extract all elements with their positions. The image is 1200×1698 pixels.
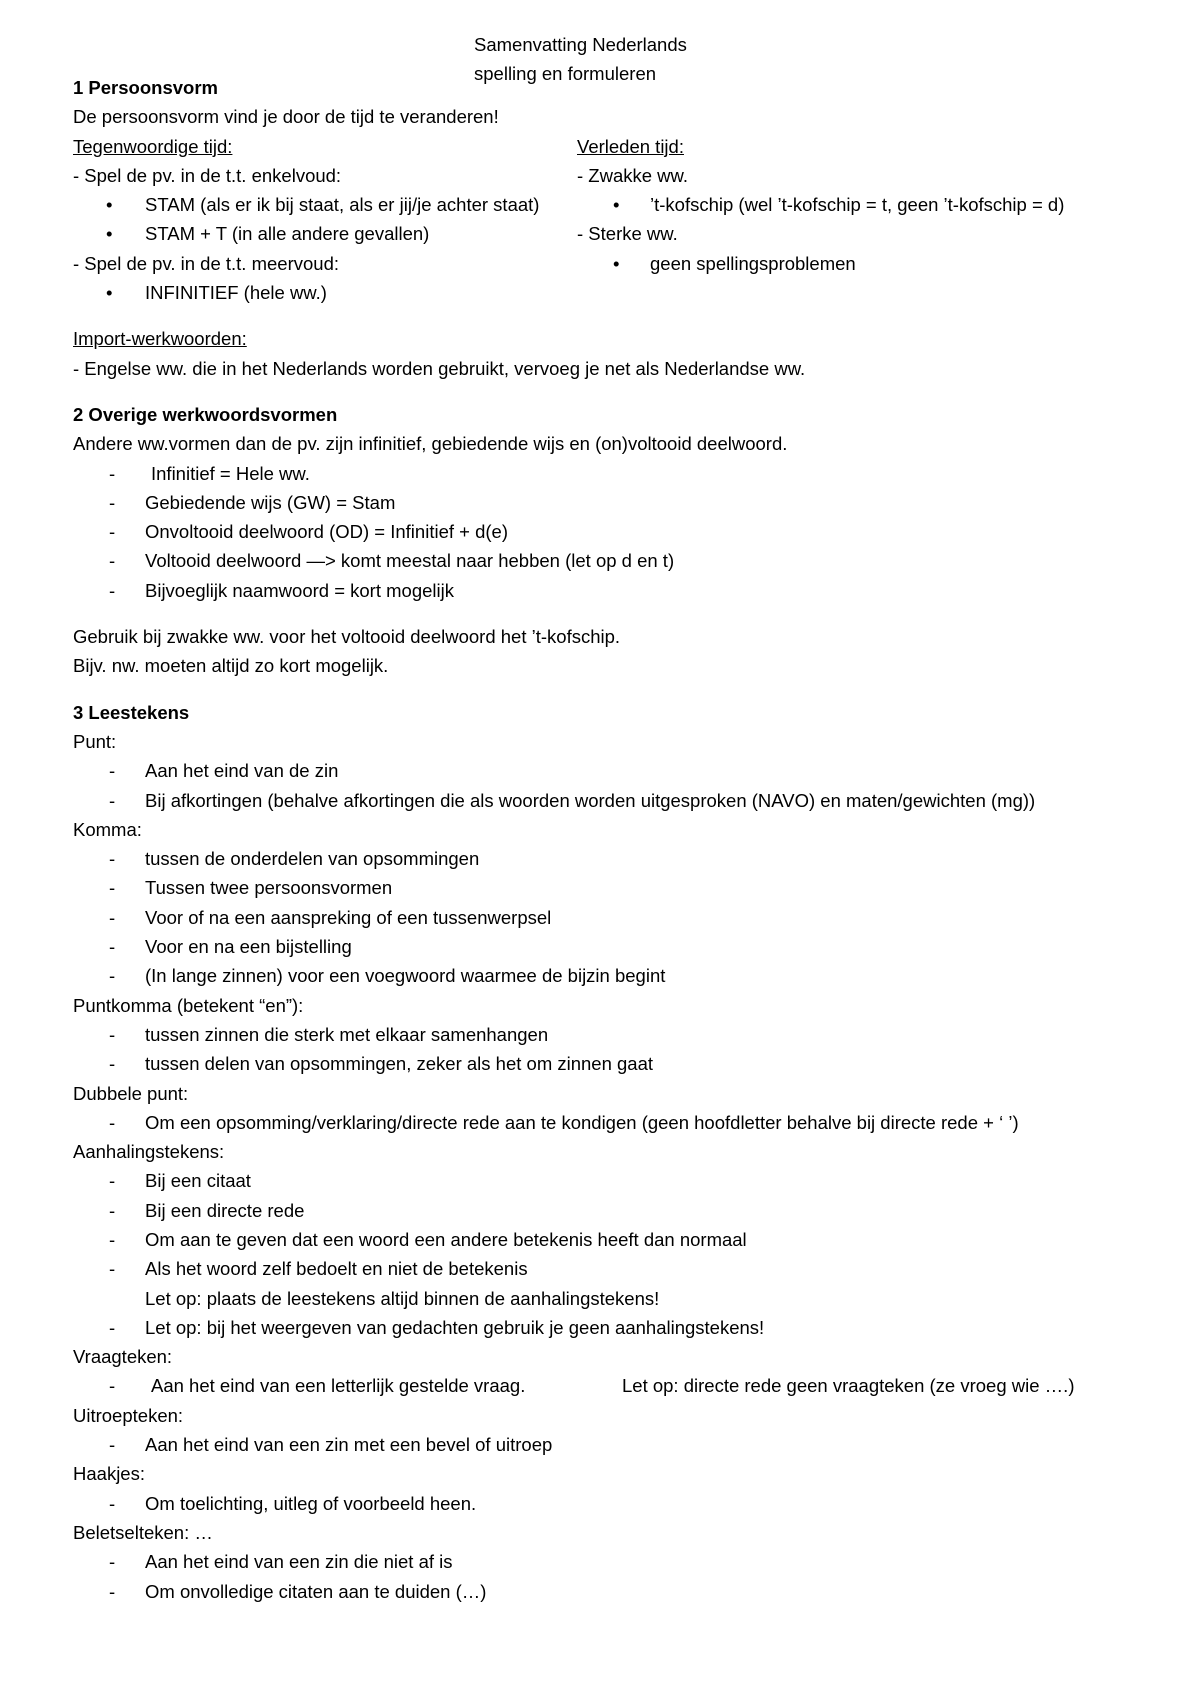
- list-item-text: Aan het eind van de zin: [145, 760, 339, 782]
- list-item: [73, 1489, 1173, 1518]
- list-item: [73, 1196, 1173, 1225]
- dash-marker: -: [109, 848, 116, 870]
- s2-note-2: Bijv. nw. moeten altijd zo kort mogelijk.: [73, 655, 389, 677]
- dubbele-punt-label: Dubbele punt:: [73, 1082, 189, 1104]
- dash-marker: -: [109, 1551, 116, 1573]
- dash-marker: -: [109, 1434, 116, 1456]
- dash-marker: -: [109, 1492, 116, 1514]
- aanhalingstekens-label: Aanhalingstekens:: [73, 1141, 225, 1163]
- dash-marker: -: [109, 760, 116, 782]
- vraagteken-label: Vraagteken:: [73, 1346, 173, 1368]
- puntkomma-label: Puntkomma (betekent “en”):: [73, 994, 304, 1016]
- s1-row-5: [73, 278, 1173, 307]
- list-item-text: Om onvolledige citaten aan te duiden (…): [145, 1580, 487, 1602]
- dash-marker: -: [109, 936, 116, 958]
- dash-marker: -: [109, 965, 116, 987]
- list-item: [73, 844, 1173, 873]
- punt-label: Punt:: [73, 730, 117, 752]
- list-item: [73, 459, 1173, 488]
- list-item-text: tussen delen van opsommingen, zeker als het om zinnen gaat: [145, 1053, 654, 1075]
- past-tense-heading: Verleden tijd:: [577, 135, 684, 157]
- dash-marker: -: [109, 1023, 116, 1045]
- list-item-text: Infinitief = Hele ww.: [151, 462, 310, 484]
- dash-marker: -: [109, 1199, 116, 1221]
- dash-marker: -: [109, 491, 116, 513]
- list-item: [73, 517, 1173, 546]
- section-3-heading: 3 Leestekens: [73, 701, 190, 723]
- list-item: [73, 1577, 1173, 1606]
- s2-note-1: Gebruik bij zwakke ww. voor het voltooid deelwoord het ’t-kofschip.: [73, 626, 621, 648]
- list-item-text: Let op: bij het weergeven van gedachten gebruik je geen aanhalingstekens!: [145, 1316, 765, 1338]
- present-tense-heading: Tegenwoordige tijd:: [73, 135, 233, 157]
- list-item-text: tussen de onderdelen van opsommingen: [145, 848, 480, 870]
- present-bullet-2: STAM + T (in alle andere gevallen): [145, 223, 430, 245]
- list-item-text: Aan het eind van een zin met een bevel of uitroep: [145, 1434, 553, 1456]
- list-item: [73, 932, 1173, 961]
- past-rule-1: - Zwakke ww.: [577, 164, 689, 186]
- dash-marker: -: [109, 789, 116, 811]
- past-bullet-1: ’t-kofschip (wel ’t-kofschip = t, geen ’t-kofschip = d): [650, 194, 1065, 216]
- s1-row-heads: [73, 132, 1173, 161]
- list-item-text: Aan het eind van een letterlijk gestelde vraag.: [151, 1375, 526, 1397]
- section-1-heading: 1 Persoonsvorm: [73, 77, 218, 98]
- list-item: [73, 786, 1173, 815]
- bullet-icon: •: [106, 194, 113, 216]
- s1-row-1: [73, 161, 1173, 190]
- present-rule-1: - Spel de pv. in de t.t. enkelvoud:: [73, 164, 342, 186]
- present-rule-2: - Spel de pv. in de t.t. meervoud:: [73, 252, 339, 274]
- list-item-text: Bijvoeglijk naamwoord = kort mogelijk: [145, 579, 454, 601]
- dash-marker: -: [109, 1228, 116, 1250]
- list-item: [73, 488, 1173, 517]
- list-item-text: Bij afkortingen (behalve afkortingen die als woorden worden uitgesproken (NAVO) en maten/gewichten (mg)): [145, 789, 1036, 811]
- list-item-text: Voor en na een bijstelling: [145, 936, 352, 958]
- list-item-text: Bij een directe rede: [145, 1199, 305, 1221]
- s1-intro: De persoonsvorm vind je door de tijd te veranderen!: [73, 106, 499, 128]
- komma-label: Komma:: [73, 818, 142, 840]
- list-item-text: Let op: plaats de leestekens altijd binnen de aanhalingstekens!: [145, 1287, 660, 1309]
- list-item-text: tussen zinnen die sterk met elkaar samenhangen: [145, 1023, 549, 1045]
- title-line-1: Samenvatting Nederlands: [474, 34, 687, 55]
- s1-row-3: [73, 219, 1173, 248]
- section-2-heading: 2 Overige werkwoordsvormen: [73, 403, 338, 425]
- title-line-2: spelling en formuleren: [474, 63, 657, 84]
- list-item-text: Om aan te geven dat een woord een andere betekenis heeft dan normaal: [145, 1228, 747, 1250]
- dash-marker: -: [109, 1111, 116, 1133]
- list-item: [73, 1254, 1173, 1283]
- list-item-text: Om een opsomming/verklaring/directe rede aan te kondigen (geen hoofdletter behalve bij directe rede + ‘ ’): [145, 1111, 1019, 1133]
- list-item: [73, 903, 1173, 932]
- dash-marker: -: [109, 1258, 116, 1280]
- present-bullet-3: INFINITIEF (hele ww.): [145, 282, 327, 304]
- list-item-continuation: [73, 1284, 1173, 1313]
- list-item-text: Gebiedende wijs (GW) = Stam: [145, 491, 396, 513]
- list-item-text: Voor of na een aanspreking of een tussenwerpsel: [145, 906, 552, 928]
- dash-marker: -: [109, 906, 116, 928]
- s1-row-4: [73, 249, 1173, 278]
- bullet-icon: •: [106, 282, 113, 304]
- dash-marker: -: [109, 1580, 116, 1602]
- list-item: [73, 1108, 1173, 1137]
- document-body: [73, 73, 1173, 1606]
- list-item-text: (In lange zinnen) voor een voegwoord waarmee de bijzin begint: [145, 965, 666, 987]
- uitroepteken-label: Uitroepteken:: [73, 1404, 184, 1426]
- list-item: [73, 1371, 1173, 1400]
- import-heading: Import-werkwoorden:: [73, 328, 247, 350]
- list-item-note: Let op: directe rede geen vraagteken (ze vroeg wie ….): [622, 1375, 1075, 1397]
- list-item: [73, 546, 1173, 575]
- list-item-text: Bij een citaat: [145, 1170, 251, 1192]
- dash-marker: -: [109, 1170, 116, 1192]
- list-item: [73, 1225, 1173, 1254]
- dash-marker: -: [109, 462, 116, 484]
- list-item: [73, 1020, 1173, 1049]
- dash-marker: -: [109, 1053, 116, 1075]
- list-item: [73, 576, 1173, 605]
- list-item-text: Onvoltooid deelwoord (OD) = Infinitief + d(e): [145, 521, 508, 543]
- dash-marker: -: [109, 579, 116, 601]
- list-item: [73, 961, 1173, 990]
- list-item: [73, 873, 1173, 902]
- bullet-icon: •: [613, 194, 620, 216]
- past-rule-2: - Sterke ww.: [577, 223, 678, 245]
- beletselteken-label: Beletselteken: …: [73, 1521, 213, 1543]
- list-item: [73, 756, 1173, 785]
- s1-row-2: [73, 190, 1173, 219]
- list-item-text: Als het woord zelf bedoelt en niet de betekenis: [145, 1258, 528, 1280]
- dash-marker: -: [109, 550, 116, 572]
- list-item-text: Aan het eind van een zin die niet af is: [145, 1551, 453, 1573]
- list-item-text: Om toelichting, uitleg of voorbeeld heen.: [145, 1492, 477, 1514]
- list-item: [73, 1313, 1173, 1342]
- dash-marker: -: [109, 1375, 116, 1397]
- present-bullet-1: STAM (als er ik bij staat, als er jij/je achter staat): [145, 194, 540, 216]
- dash-marker: -: [109, 1316, 116, 1338]
- dash-marker: -: [109, 877, 116, 899]
- list-item: [73, 1547, 1173, 1576]
- list-item-text: Tussen twee persoonsvormen: [145, 877, 393, 899]
- dash-marker: -: [109, 521, 116, 543]
- list-item: [73, 1166, 1173, 1195]
- import-text: - Engelse ww. die in het Nederlands worden gebruikt, vervoeg je net als Nederlandse ww.: [73, 357, 806, 379]
- bullet-icon: •: [613, 252, 620, 274]
- list-item: [73, 1049, 1173, 1078]
- haakjes-label: Haakjes:: [73, 1463, 145, 1485]
- list-item: [73, 1430, 1173, 1459]
- list-item-text: Voltooid deelwoord —> komt meestal naar hebben (let op d en t): [145, 550, 675, 572]
- past-bullet-2: geen spellingsproblemen: [650, 252, 856, 274]
- bullet-icon: •: [106, 223, 113, 245]
- s2-intro: Andere ww.vormen dan de pv. zijn infinitief, gebiedende wijs en (on)voltooid deelwoord.: [73, 433, 788, 455]
